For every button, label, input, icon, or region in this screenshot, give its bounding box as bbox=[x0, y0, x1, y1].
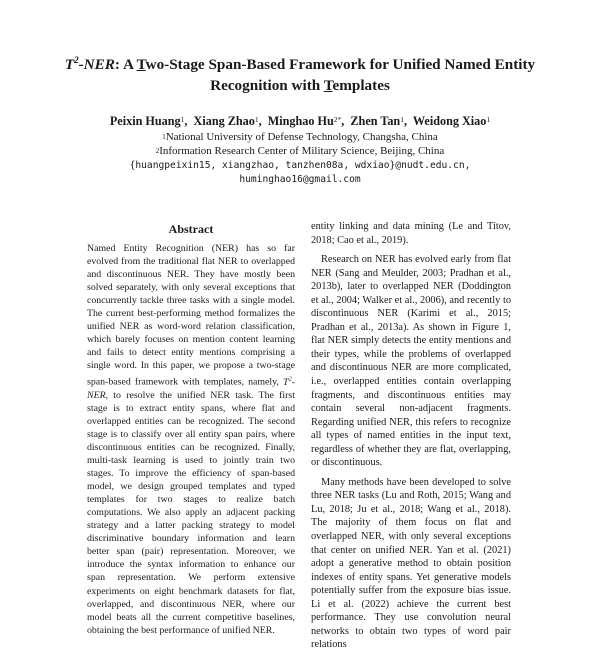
email-line-2: huminghao16@gmail.com bbox=[239, 174, 361, 185]
author: Xiang Zhao bbox=[193, 114, 255, 128]
author-list: Peixin Huang$^1$, Xiang Zhao$^1$, Minghao $Hu^{2*}$, Zhen Tan$^1$, Weidong Xiao$^1$ bbox=[109, 114, 491, 128]
affiliation-2: $^2$Information Research Center of Military Science, Beijing, China bbox=[155, 145, 445, 157]
paper-title: $T^2$-NER: A Two-Stage Span-Based Framework for Unified Named Entity Recognition with Templates bbox=[64, 55, 536, 95]
email-line-1: {huangpeixin15, xiangzhao, tanzhen08a, wdxiao}@nudt.edu.cn, bbox=[129, 160, 471, 171]
author: Peixin Huang bbox=[109, 114, 181, 128]
author: Minghao Hu bbox=[267, 114, 334, 128]
model-name: $T^2$-NER bbox=[87, 375, 295, 401]
abstract-heading: Abstract bbox=[168, 222, 214, 236]
body-paragraph: Many methods have been developed to solve three NER tasks (Lu and Roth, 2015; Wang and Lu, 2018; Ju et al., 2018; Wang et al., 2018). The majority of them focus on flat and overlapped NER, with only several exceptions that center on unified NER. Yan et al. (2021) adopt a generative method to obtain position indexes of entity spans. Yet generative models potentially suffer from the exposure bias issue. Li et al. (2022) achieve the current best performance. They use convolution neural networks to obtain two types of word pair relations bbox=[311, 476, 511, 651]
author: Zhen Tan bbox=[350, 114, 401, 128]
intro-column bbox=[311, 220, 511, 651]
body-paragraph: Research on NER has evolved early from flat NER (Sang and Meulder, 2003; Pradhan et al., 2013b), later to overlapped NER (Doddington et al., 2004; Walker et al., 2006), and recently to discontinuous NER (Karimi et al., 2015; Pradhan et al., 2013a). As shown in Figure 1, flat NER simply detects the entity mentions and their types, while the problems of overlapped and discontinuous NER are more complicated, i.e., overlapped entities contain overlapping fragments, and discontinuous entities may contain several non-adjacent fragments. Regarding unified NER, this refers to recognize all types of named entities in the input text, regardless of whether they are flat, overlapping, or discontinuous. bbox=[311, 254, 511, 469]
title-model-name: $T^2$-NER bbox=[64, 55, 115, 74]
body-paragraph: entity linking and data mining (Le and Titov, 2018; Cao et al., 2019). bbox=[311, 221, 511, 246]
author: Weidong Xiao bbox=[412, 114, 487, 128]
abstract-body: Named Entity Recognition (NER) has so far evolved from the traditional flat NER to overlapped and discontinuous NER. They have mostly been solved separately, with only several exceptions that concurrently tackle three tasks with a single model. The current best-performing method formalizes the unified NER as word-word relation classification, which barely focuses on mention content learning and fails to detect entity mentions comprising a single word. In this paper, we propose a two-stage span-based framework with templates, namely, $T^2$-NER, to resolve the unified NER task. The first stage is to extract entity spans, where flat and overlapped entities can be recognized. The second stage is to classify over all entity span pairs, where discontinuous entities can be recognized. Finally, multi-task learning is used to jointly train two stages. To improve the efficiency of span-based model, we design grouped templates and typed templates for two stages to realize batch computations. We also apply an adjacent packing strategy and a latter packing strategy to model discriminative boundary information and learn better span (pair) representation. Moreover, we introduce the syntax information to enhance our span representation. We perform extensive experiments on eight benchmark datasets for flat, overlapped, and discontinuous NER, where our model beats all the current competitive baselines, obtaining the best performance of unified NER. bbox=[87, 243, 295, 636]
affiliation-1: $^1$National University of Defense Technology, Changsha, China bbox=[162, 131, 438, 143]
